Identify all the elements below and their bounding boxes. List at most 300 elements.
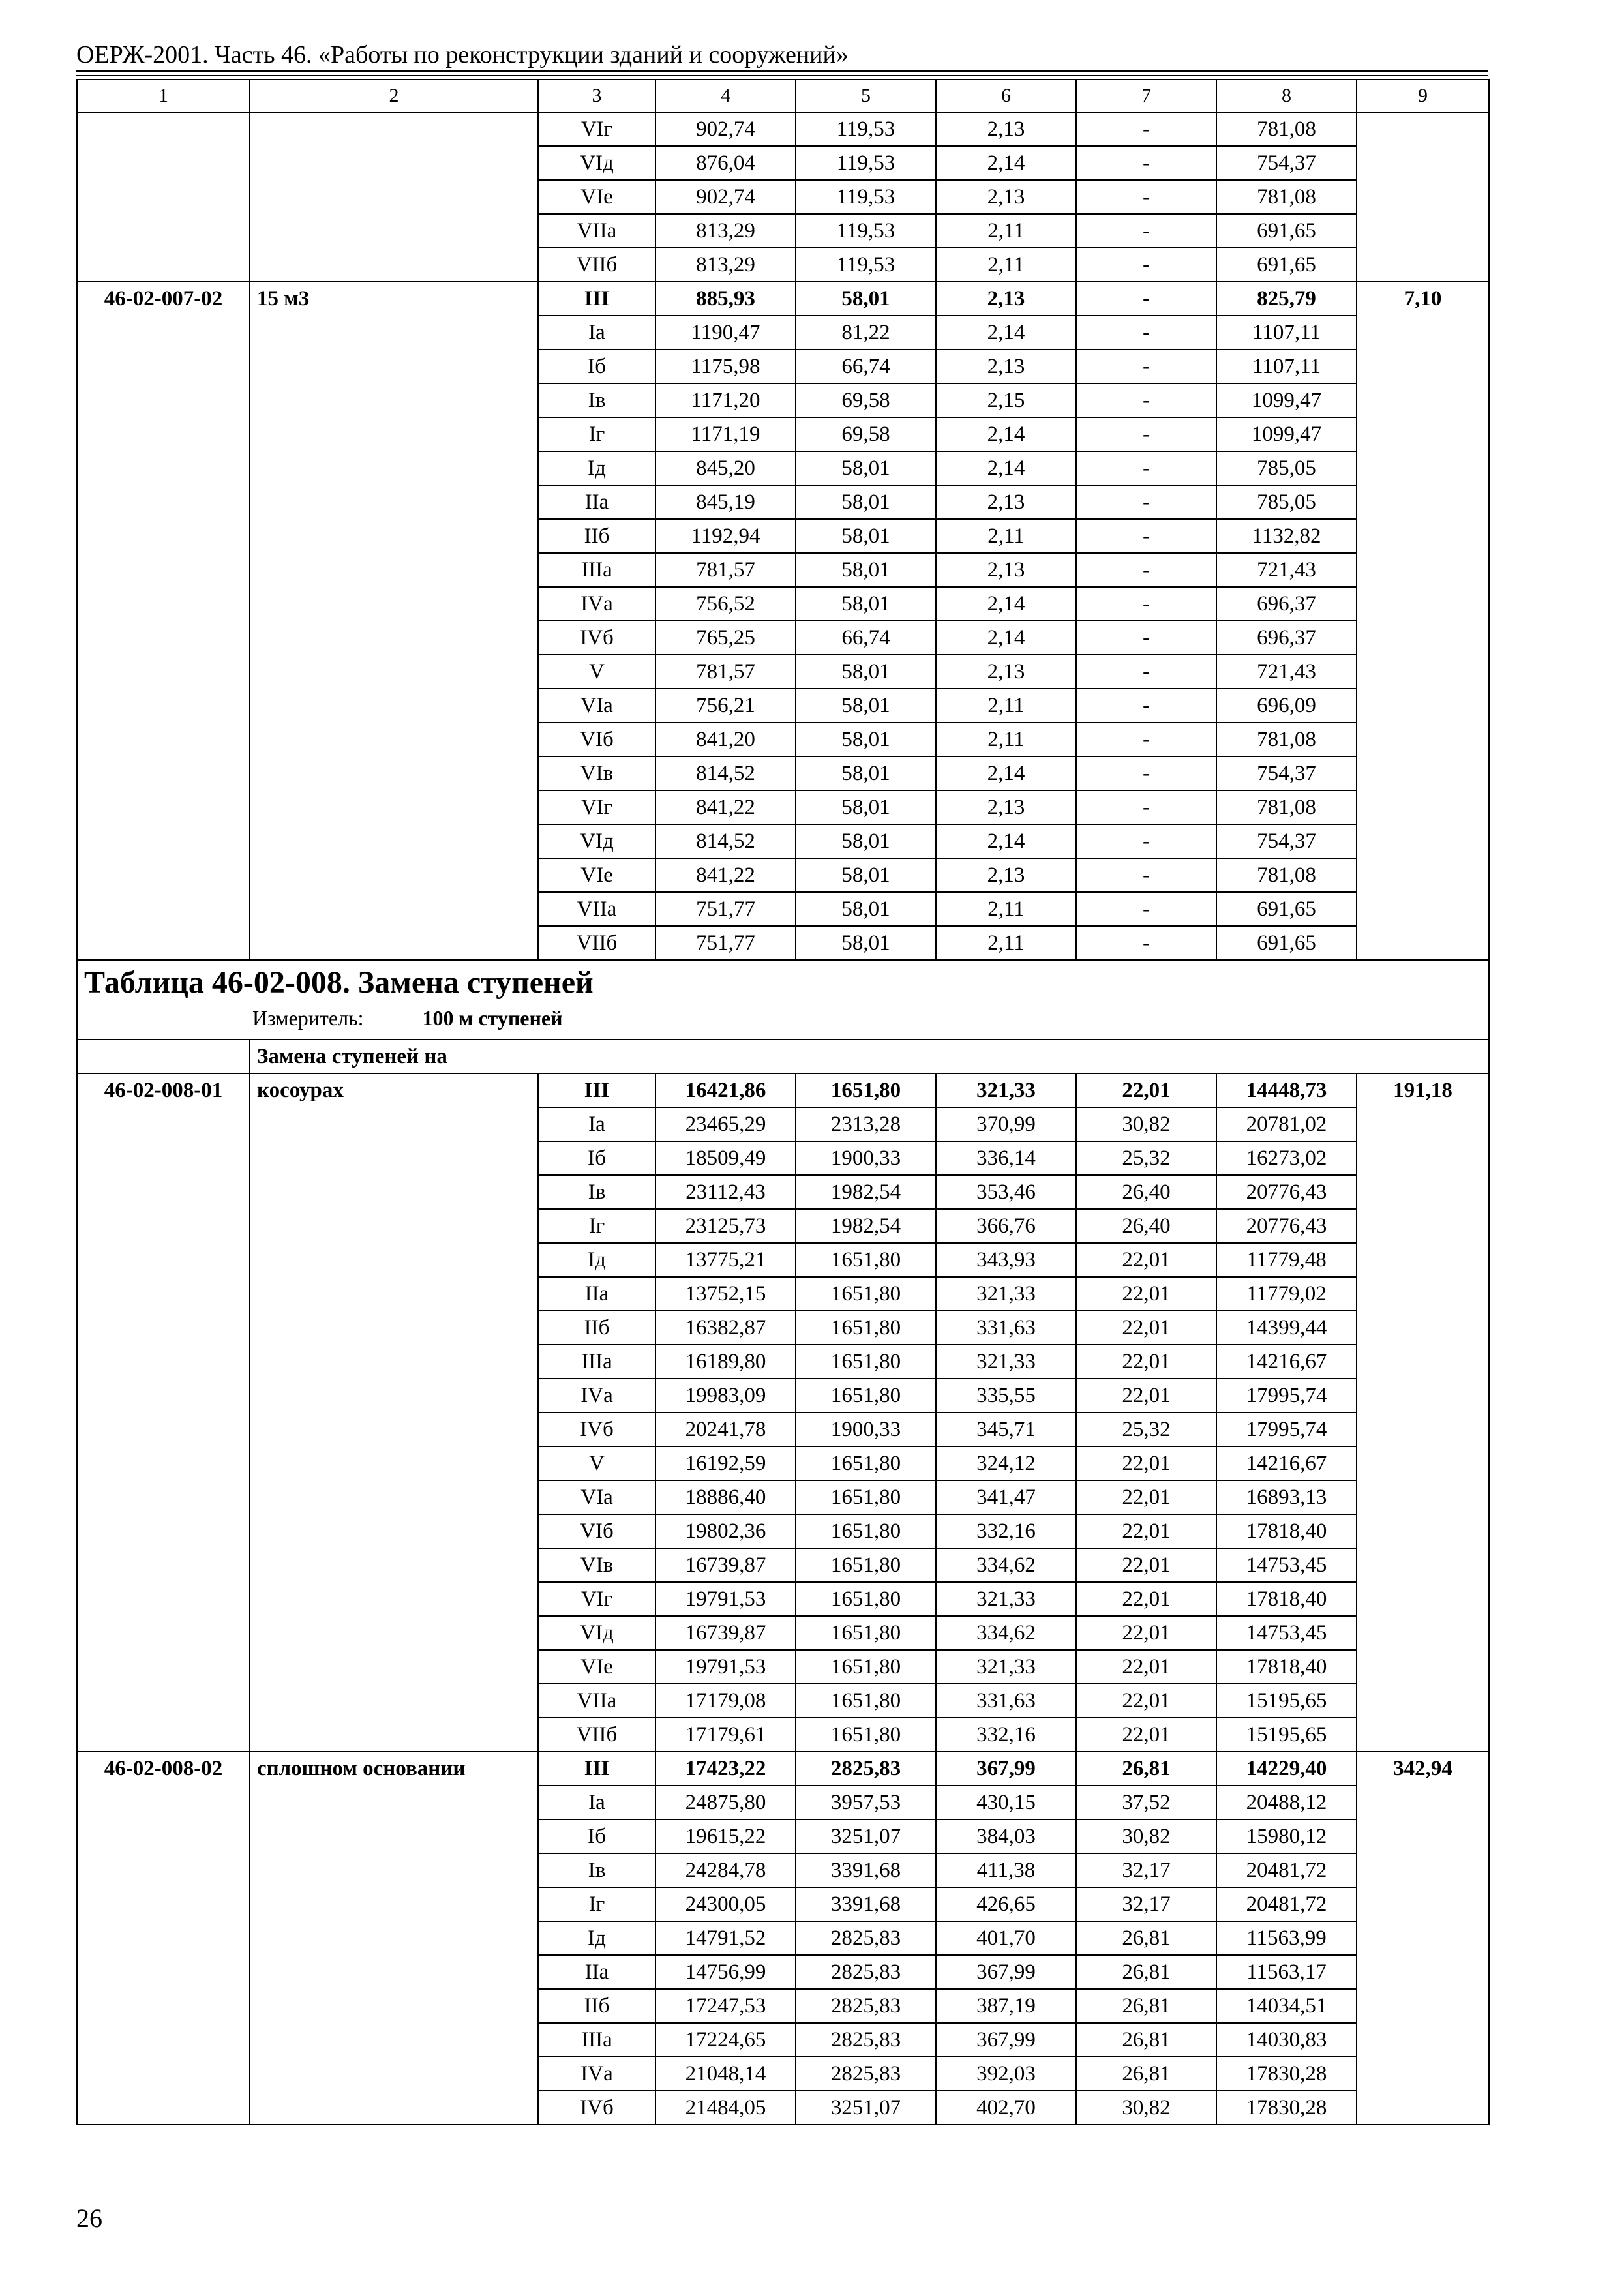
machines: 321,33: [936, 1582, 1076, 1616]
region-zone: VIIа: [538, 1684, 655, 1718]
materials: 1107,11: [1216, 316, 1357, 350]
region-zone: Iб: [538, 1141, 655, 1175]
machines: 2,13: [936, 112, 1076, 146]
machinists-wages: -: [1076, 756, 1216, 790]
wages: 58,01: [796, 451, 936, 485]
region-zone: IVа: [538, 587, 655, 621]
region-zone: Iа: [538, 1107, 655, 1141]
machinists-wages: 22,01: [1076, 1514, 1216, 1548]
region-zone: Iв: [538, 383, 655, 417]
machines: 2,14: [936, 621, 1076, 655]
wages: 119,53: [796, 180, 936, 214]
machinists-wages: 22,01: [1076, 1616, 1216, 1650]
total-cost: 17247,53: [655, 1989, 796, 2023]
wages: 1651,80: [796, 1650, 936, 1684]
wages: 81,22: [796, 316, 936, 350]
machinists-wages: 22,01: [1076, 1650, 1216, 1684]
total-cost: 17179,08: [655, 1684, 796, 1718]
materials: 11779,48: [1216, 1243, 1357, 1277]
machinists-wages: -: [1076, 214, 1216, 248]
materials: 14216,67: [1216, 1446, 1357, 1480]
machines: 392,03: [936, 2057, 1076, 2091]
header-rule: [76, 70, 1488, 72]
item-code: 46-02-007-02: [77, 282, 250, 960]
machines: 334,62: [936, 1616, 1076, 1650]
machines: 2,14: [936, 316, 1076, 350]
materials: 754,37: [1216, 824, 1357, 858]
machinists-wages: 26,40: [1076, 1175, 1216, 1209]
machines: 334,62: [936, 1548, 1076, 1582]
machinists-wages: 22,01: [1076, 1311, 1216, 1345]
wages: 58,01: [796, 587, 936, 621]
total-cost: 756,21: [655, 689, 796, 723]
machinists-wages: 26,81: [1076, 1752, 1216, 1786]
materials: 781,08: [1216, 790, 1357, 824]
machinists-wages: 22,01: [1076, 1684, 1216, 1718]
wages: 66,74: [796, 350, 936, 383]
wages: 58,01: [796, 892, 936, 926]
region-zone: Iд: [538, 451, 655, 485]
meter-label: Измеритель:: [252, 1006, 364, 1030]
wages: 3391,68: [796, 1853, 936, 1887]
region-zone: III: [538, 1073, 655, 1107]
column-number: 4: [655, 80, 796, 112]
column-number: 2: [250, 80, 538, 112]
region-zone: VIг: [538, 1582, 655, 1616]
region-zone: IIа: [538, 1955, 655, 1989]
wages: 2825,83: [796, 2057, 936, 2091]
total-cost: 1175,98: [655, 350, 796, 383]
machines: 332,16: [936, 1514, 1076, 1548]
machines: 324,12: [936, 1446, 1076, 1480]
wages: 3957,53: [796, 1786, 936, 1819]
materials: 14030,83: [1216, 2023, 1357, 2057]
total-cost: 19791,53: [655, 1650, 796, 1684]
region-zone: IVа: [538, 1379, 655, 1413]
machines: 2,11: [936, 519, 1076, 553]
region-zone: Iа: [538, 316, 655, 350]
total-cost: 18509,49: [655, 1141, 796, 1175]
machines: 411,38: [936, 1853, 1076, 1887]
machinists-wages: -: [1076, 248, 1216, 282]
table-row: [77, 1752, 1489, 1786]
wages: 2825,83: [796, 1955, 936, 1989]
machinists-wages: 26,40: [1076, 1209, 1216, 1243]
materials: 14034,51: [1216, 1989, 1357, 2023]
region-zone: Iв: [538, 1853, 655, 1887]
wages: 2313,28: [796, 1107, 936, 1141]
materials: 691,65: [1216, 892, 1357, 926]
total-cost: 902,74: [655, 112, 796, 146]
materials: 14216,67: [1216, 1345, 1357, 1379]
region-zone: IVб: [538, 621, 655, 655]
machinists-wages: 32,17: [1076, 1853, 1216, 1887]
materials: 14448,73: [1216, 1073, 1357, 1107]
total-cost: 16382,87: [655, 1311, 796, 1345]
total-cost: 781,57: [655, 553, 796, 587]
total-cost: 16421,86: [655, 1073, 796, 1107]
machines: 2,14: [936, 451, 1076, 485]
total-cost: 17423,22: [655, 1752, 796, 1786]
materials: 14399,44: [1216, 1311, 1357, 1345]
machinists-wages: -: [1076, 621, 1216, 655]
materials: 785,05: [1216, 485, 1357, 519]
materials: 1107,11: [1216, 350, 1357, 383]
machinists-wages: -: [1076, 383, 1216, 417]
machinists-wages: -: [1076, 350, 1216, 383]
total-cost: 751,77: [655, 926, 796, 960]
region-zone: VIа: [538, 689, 655, 723]
column-number: 5: [796, 80, 936, 112]
wages: 2825,83: [796, 1752, 936, 1786]
materials: 20488,12: [1216, 1786, 1357, 1819]
region-zone: VIа: [538, 1480, 655, 1514]
machinists-wages: 22,01: [1076, 1548, 1216, 1582]
total-cost: 902,74: [655, 180, 796, 214]
machinists-wages: 32,17: [1076, 1887, 1216, 1921]
region-zone: Iг: [538, 1209, 655, 1243]
materials: 20481,72: [1216, 1887, 1357, 1921]
total-cost: 24284,78: [655, 1853, 796, 1887]
item-code: 46-02-008-02: [77, 1752, 250, 2125]
total-cost: 18886,40: [655, 1480, 796, 1514]
machinists-wages: 22,01: [1076, 1718, 1216, 1752]
machines: 366,76: [936, 1209, 1076, 1243]
machinists-wages: -: [1076, 926, 1216, 960]
table-row: [77, 1073, 1489, 1107]
total-cost: 24875,80: [655, 1786, 796, 1819]
wages: 1651,80: [796, 1073, 936, 1107]
materials: 721,43: [1216, 655, 1357, 689]
total-cost: 756,52: [655, 587, 796, 621]
machines: 387,19: [936, 1989, 1076, 2023]
materials: 17818,40: [1216, 1514, 1357, 1548]
column-number: 1: [77, 80, 250, 112]
meter-value: 100 м ступеней: [422, 1006, 563, 1030]
materials: 696,37: [1216, 621, 1357, 655]
table-row: [77, 112, 1489, 146]
machines: 2,14: [936, 824, 1076, 858]
region-zone: VIв: [538, 756, 655, 790]
materials: 11779,02: [1216, 1277, 1357, 1311]
machines: 2,14: [936, 146, 1076, 180]
total-cost: 19983,09: [655, 1379, 796, 1413]
region-zone: IIIа: [538, 1345, 655, 1379]
machines: 335,55: [936, 1379, 1076, 1413]
materials: 825,79: [1216, 282, 1357, 316]
region-zone: VIIб: [538, 926, 655, 960]
machinists-wages: -: [1076, 655, 1216, 689]
machines: 2,11: [936, 892, 1076, 926]
materials: 781,08: [1216, 180, 1357, 214]
item-name: косоурах: [250, 1073, 538, 1752]
materials: 16273,02: [1216, 1141, 1357, 1175]
region-zone: VIд: [538, 146, 655, 180]
wages: 1651,80: [796, 1311, 936, 1345]
region-zone: Iд: [538, 1921, 655, 1955]
machines: 331,63: [936, 1311, 1076, 1345]
column-numbers-row: [77, 80, 1489, 112]
machinists-wages: -: [1076, 553, 1216, 587]
region-zone: VIг: [538, 790, 655, 824]
materials: 785,05: [1216, 451, 1357, 485]
total-cost: 14791,52: [655, 1921, 796, 1955]
materials: 1132,82: [1216, 519, 1357, 553]
wages: 58,01: [796, 756, 936, 790]
wages: 69,58: [796, 417, 936, 451]
region-zone: IIб: [538, 1989, 655, 2023]
labor-costs: 7,10: [1357, 282, 1489, 960]
wages: 58,01: [796, 824, 936, 858]
machines: 370,99: [936, 1107, 1076, 1141]
machines: 2,11: [936, 723, 1076, 756]
wages: 58,01: [796, 858, 936, 892]
wages: 2825,83: [796, 1989, 936, 2023]
total-cost: 20241,78: [655, 1413, 796, 1446]
wages: 3251,07: [796, 1819, 936, 1853]
column-number: 9: [1357, 80, 1489, 112]
total-cost: 876,04: [655, 146, 796, 180]
region-zone: VIб: [538, 1514, 655, 1548]
total-cost: 16739,87: [655, 1548, 796, 1582]
materials: 696,09: [1216, 689, 1357, 723]
materials: 781,08: [1216, 723, 1357, 756]
machinists-wages: 22,01: [1076, 1379, 1216, 1413]
machinists-wages: -: [1076, 485, 1216, 519]
total-cost: 23125,73: [655, 1209, 796, 1243]
wages: 1651,80: [796, 1582, 936, 1616]
wages: 1651,80: [796, 1548, 936, 1582]
wages: 1982,54: [796, 1175, 936, 1209]
wages: 119,53: [796, 214, 936, 248]
total-cost: 885,93: [655, 282, 796, 316]
subheading: Замена ступеней на: [250, 1040, 1489, 1073]
total-cost: 841,22: [655, 790, 796, 824]
machinists-wages: 26,81: [1076, 1989, 1216, 2023]
total-cost: 751,77: [655, 892, 796, 926]
wages: 58,01: [796, 655, 936, 689]
section-heading: [77, 960, 1489, 1040]
region-zone: III: [538, 282, 655, 316]
region-zone: IVа: [538, 2057, 655, 2091]
machinists-wages: -: [1076, 519, 1216, 553]
machinists-wages: -: [1076, 824, 1216, 858]
materials: 1099,47: [1216, 417, 1357, 451]
table-row: [77, 282, 1489, 316]
region-zone: VIд: [538, 1616, 655, 1650]
total-cost: 17224,65: [655, 2023, 796, 2057]
machinists-wages: -: [1076, 790, 1216, 824]
total-cost: 1171,20: [655, 383, 796, 417]
machines: 2,13: [936, 485, 1076, 519]
wages: 1651,80: [796, 1379, 936, 1413]
machines: 367,99: [936, 1752, 1076, 1786]
wages: 119,53: [796, 248, 936, 282]
machines: 2,14: [936, 417, 1076, 451]
region-zone: IIб: [538, 519, 655, 553]
machinists-wages: -: [1076, 146, 1216, 180]
section-row: [77, 960, 1489, 1040]
region-zone: Iб: [538, 1819, 655, 1853]
machines: 367,99: [936, 2023, 1076, 2057]
total-cost: 14756,99: [655, 1955, 796, 1989]
machines: 321,33: [936, 1073, 1076, 1107]
total-cost: 19802,36: [655, 1514, 796, 1548]
machinists-wages: 25,32: [1076, 1413, 1216, 1446]
machinists-wages: 30,82: [1076, 1107, 1216, 1141]
machines: 2,13: [936, 858, 1076, 892]
wages: 58,01: [796, 689, 936, 723]
materials: 15195,65: [1216, 1684, 1357, 1718]
machinists-wages: 22,01: [1076, 1345, 1216, 1379]
total-cost: 19791,53: [655, 1582, 796, 1616]
total-cost: 21484,05: [655, 2091, 796, 2125]
wages: 3251,07: [796, 2091, 936, 2125]
machines: 2,13: [936, 282, 1076, 316]
materials: 11563,17: [1216, 1955, 1357, 1989]
machinists-wages: 22,01: [1076, 1243, 1216, 1277]
machinists-wages: 30,82: [1076, 2091, 1216, 2125]
total-cost: 13752,15: [655, 1277, 796, 1311]
wages: 2825,83: [796, 2023, 936, 2057]
region-zone: Iд: [538, 1243, 655, 1277]
machines: 2,14: [936, 587, 1076, 621]
wages: 1651,80: [796, 1345, 936, 1379]
machines: 321,33: [936, 1277, 1076, 1311]
region-zone: III: [538, 1752, 655, 1786]
header-rule: [76, 75, 1488, 76]
column-number: 6: [936, 80, 1076, 112]
machinists-wages: 22,01: [1076, 1480, 1216, 1514]
table-title: Таблица 46-02-008. Замена ступеней: [84, 965, 594, 1000]
wages: 1651,80: [796, 1243, 936, 1277]
wages: 1651,80: [796, 1480, 936, 1514]
machines: 353,46: [936, 1175, 1076, 1209]
total-cost: 814,52: [655, 756, 796, 790]
machines: 2,14: [936, 756, 1076, 790]
materials: 1099,47: [1216, 383, 1357, 417]
machines: 2,15: [936, 383, 1076, 417]
region-zone: IVб: [538, 2091, 655, 2125]
machinists-wages: 25,32: [1076, 1141, 1216, 1175]
region-zone: Iг: [538, 417, 655, 451]
total-cost: 16189,80: [655, 1345, 796, 1379]
materials: 781,08: [1216, 112, 1357, 146]
materials: 14229,40: [1216, 1752, 1357, 1786]
total-cost: 841,20: [655, 723, 796, 756]
materials: 17995,74: [1216, 1413, 1357, 1446]
materials: 754,37: [1216, 146, 1357, 180]
machines: 2,13: [936, 180, 1076, 214]
page-number: 26: [76, 2204, 102, 2233]
machines: 367,99: [936, 1955, 1076, 1989]
wages: 1651,80: [796, 1514, 936, 1548]
region-zone: Iа: [538, 1786, 655, 1819]
machinists-wages: 22,01: [1076, 1073, 1216, 1107]
machines: 2,13: [936, 655, 1076, 689]
materials: 17830,28: [1216, 2091, 1357, 2125]
machines: 336,14: [936, 1141, 1076, 1175]
machinists-wages: 22,01: [1076, 1277, 1216, 1311]
region-zone: VIе: [538, 1650, 655, 1684]
total-cost: 21048,14: [655, 2057, 796, 2091]
machinists-wages: -: [1076, 451, 1216, 485]
region-zone: VIIа: [538, 892, 655, 926]
materials: 20781,02: [1216, 1107, 1357, 1141]
materials: 696,37: [1216, 587, 1357, 621]
materials: 17818,40: [1216, 1650, 1357, 1684]
region-zone: IIб: [538, 1311, 655, 1345]
wages: 1651,80: [796, 1684, 936, 1718]
materials: 17995,74: [1216, 1379, 1357, 1413]
wages: 1651,80: [796, 1446, 936, 1480]
wages: 58,01: [796, 519, 936, 553]
total-cost: 781,57: [655, 655, 796, 689]
region-zone: VIд: [538, 824, 655, 858]
machines: 341,47: [936, 1480, 1076, 1514]
machinists-wages: 26,81: [1076, 1955, 1216, 1989]
materials: 17830,28: [1216, 2057, 1357, 2091]
total-cost: 845,20: [655, 451, 796, 485]
materials: 691,65: [1216, 214, 1357, 248]
materials: 15980,12: [1216, 1819, 1357, 1853]
region-zone: VIIа: [538, 214, 655, 248]
materials: 20481,72: [1216, 1853, 1357, 1887]
page-header: ОЕРЖ-2001. Часть 46. «Работы по реконструкции зданий и сооружений»: [76, 41, 849, 68]
total-cost: 16739,87: [655, 1616, 796, 1650]
machinists-wages: -: [1076, 858, 1216, 892]
machines: 384,03: [936, 1819, 1076, 1853]
machinists-wages: -: [1076, 180, 1216, 214]
machines: 2,11: [936, 689, 1076, 723]
materials: 17818,40: [1216, 1582, 1357, 1616]
wages: 1900,33: [796, 1413, 936, 1446]
machinists-wages: 26,81: [1076, 2057, 1216, 2091]
machinists-wages: -: [1076, 723, 1216, 756]
column-number: 7: [1076, 80, 1216, 112]
materials: 14753,45: [1216, 1616, 1357, 1650]
wages: 58,01: [796, 553, 936, 587]
region-zone: VIб: [538, 723, 655, 756]
wages: 58,01: [796, 282, 936, 316]
machinists-wages: 37,52: [1076, 1786, 1216, 1819]
wages: 1651,80: [796, 1718, 936, 1752]
materials: 20776,43: [1216, 1209, 1357, 1243]
materials: 721,43: [1216, 553, 1357, 587]
total-cost: 19615,22: [655, 1819, 796, 1853]
machines: 332,16: [936, 1718, 1076, 1752]
machines: 345,71: [936, 1413, 1076, 1446]
machines: 2,13: [936, 350, 1076, 383]
region-zone: VIе: [538, 180, 655, 214]
materials: 754,37: [1216, 756, 1357, 790]
wages: 1651,80: [796, 1277, 936, 1311]
materials: 15195,65: [1216, 1718, 1357, 1752]
machines: 2,13: [936, 790, 1076, 824]
region-zone: VIе: [538, 858, 655, 892]
machines: 426,65: [936, 1887, 1076, 1921]
wages: 1982,54: [796, 1209, 936, 1243]
machinists-wages: 26,81: [1076, 2023, 1216, 2057]
machines: 321,33: [936, 1345, 1076, 1379]
total-cost: 23112,43: [655, 1175, 796, 1209]
machinists-wages: -: [1076, 892, 1216, 926]
wages: 58,01: [796, 723, 936, 756]
total-cost: 1190,47: [655, 316, 796, 350]
item-code: 46-02-008-01: [77, 1073, 250, 1752]
materials: 781,08: [1216, 858, 1357, 892]
machinists-wages: -: [1076, 282, 1216, 316]
